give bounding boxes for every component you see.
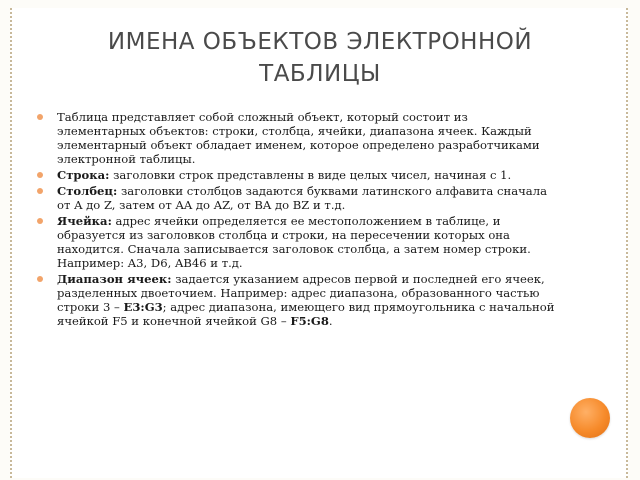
bullet-text: Таблица представляет собой сложный объект, который состоит из элементарных объектов: строки, столбца, ячейки, диапазона ячеек. Каждый элементарный объект обладает именем, которое определено разработчиками электронной таблицы.: [57, 110, 540, 166]
bullet-label: Диапазон ячеек:: [57, 272, 172, 286]
bullet-text: адрес ячейки определяется ее местоположением в таблице, и образуется из заголовков столбца и строки, на пересечении которых она находится. Сначала записывается заголовок столбца, а затем номер строки. Например: A3, D6, AB46 и т.д.: [57, 214, 531, 270]
bullet-item: [37, 110, 557, 166]
orange-circle-icon: [570, 398, 610, 438]
bullet-list: [37, 110, 557, 330]
bullet-dot-icon: [37, 188, 43, 194]
bullet-dot-icon: [37, 276, 43, 282]
bullet-dot-icon: [37, 172, 43, 178]
bullet-label: Ячейка:: [57, 214, 112, 228]
bullet-label: Строка:: [57, 168, 110, 182]
bullet-item: [37, 168, 557, 182]
slide-title: ИМЕНА ОБЪЕКТОВ ЭЛЕКТРОННОЙ ТАБЛИЦЫ: [107, 29, 533, 87]
range-example-rect: F5:G8: [290, 314, 329, 328]
range-example-row: E3:G3: [123, 300, 163, 314]
bullet-text: заголовки строк представлены в виде целых чисел, начиная с 1.: [109, 168, 512, 182]
bullet-text: .: [328, 314, 333, 328]
bullet-item: [37, 214, 557, 270]
bullet-item: [37, 184, 557, 212]
bullet-text: ; адрес диапазона, имеющего вид прямоугольника с начальной ячейкой F5 и конечной ячейкой G8 –: [57, 300, 555, 328]
bullet-item: [37, 272, 557, 328]
bullet-label: Столбец:: [57, 184, 118, 198]
bullet-dot-icon: [37, 218, 43, 224]
bullet-dot-icon: [37, 114, 43, 120]
bullet-text: заголовки столбцов задаются буквами латинского алфавита сначала от A до Z, затем от AA до AZ, от BA до BZ и т.д.: [57, 184, 547, 212]
bullet-text: задается указанием адресов первой и последней его ячеек, разделенных двоеточием. Например: адрес диапазона, образованного частью строки 3 –: [57, 272, 545, 314]
